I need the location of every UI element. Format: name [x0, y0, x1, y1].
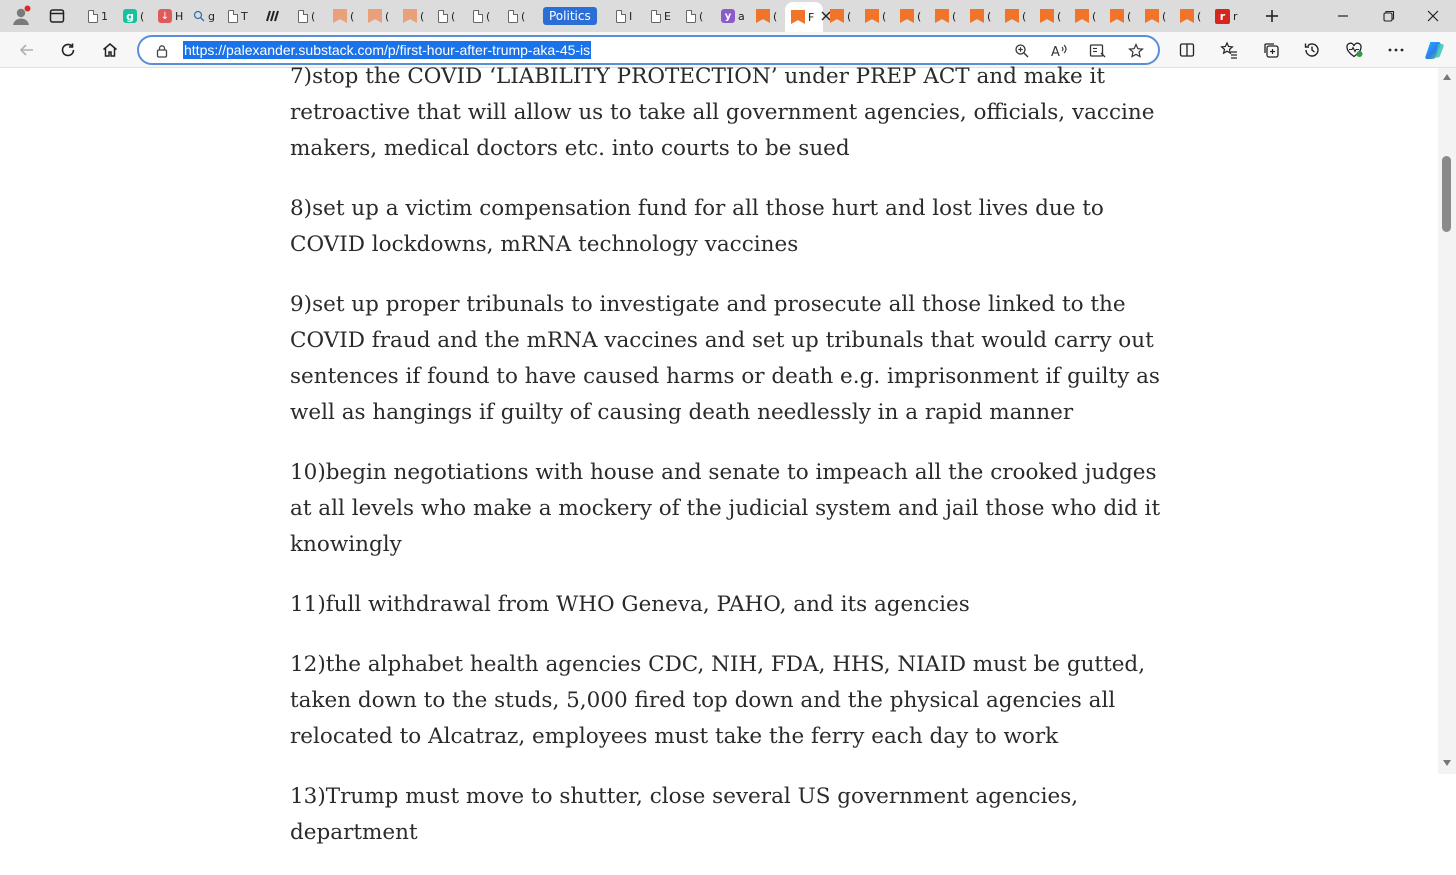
bookmark-icon	[1110, 9, 1124, 23]
tab-title: (	[521, 9, 526, 23]
tab-title: 1	[101, 9, 108, 23]
politics-tab-label: Politics	[543, 7, 597, 25]
page-content	[0, 64, 1438, 845]
document-icon	[438, 10, 448, 23]
tab-strip	[0, 0, 1456, 32]
tab[interactable]	[610, 2, 644, 30]
tab-title: (	[847, 9, 852, 23]
tab-title: (	[385, 9, 390, 23]
tab[interactable]	[292, 2, 326, 30]
document-icon	[616, 10, 626, 23]
document-icon	[686, 10, 696, 23]
tab[interactable]	[1139, 2, 1173, 30]
tab[interactable]	[82, 2, 116, 30]
tab-title: (	[1197, 9, 1202, 23]
article-paragraph: 7)stop the COVID ‘LIABILITY PROTECTION’ under PREP ACT and make it retroactive that will allow us to take all government agencies, officials, vaccine makers, medical doctors etc. into courts to be sued	[290, 64, 1155, 161]
article-paragraph: 8)set up a victim compensation fund for all those hurt and lost lives due to COVID lockdowns, mRNA technology vaccines	[290, 196, 1104, 257]
tab[interactable]	[222, 2, 256, 30]
tab[interactable]	[645, 2, 679, 30]
tab[interactable]	[397, 2, 431, 30]
tab[interactable]	[152, 2, 186, 30]
bookmark-pale-icon	[368, 9, 382, 23]
immersive-reader-icon[interactable]	[1089, 42, 1107, 60]
bookmark-icon	[935, 9, 949, 23]
tab[interactable]	[894, 2, 928, 30]
collections-icon[interactable]	[1257, 36, 1285, 64]
tab-title: (	[451, 9, 456, 23]
split-screen-icon[interactable]	[1173, 36, 1201, 64]
article-paragraph: 13)Trump must move to shutter, close several US government agencies, department	[290, 784, 1079, 845]
tab[interactable]	[432, 2, 466, 30]
tab-title: F	[808, 10, 815, 24]
article-body	[290, 59, 1170, 875]
tab[interactable]	[929, 2, 963, 30]
tab[interactable]	[327, 2, 361, 30]
tab[interactable]	[1034, 2, 1068, 30]
minimize-button[interactable]	[1320, 0, 1366, 32]
bookmark-icon	[1040, 9, 1054, 23]
tab[interactable]	[715, 2, 749, 30]
tab-title: E	[664, 9, 671, 23]
tab-title: g	[208, 9, 215, 23]
tab-title: I	[629, 9, 633, 23]
tab-title: (	[987, 9, 992, 23]
url-text[interactable]: https://palexander.substack.com/p/first-hour-after-trump-aka-45-is	[184, 42, 591, 58]
tab[interactable]	[1069, 2, 1103, 30]
article-paragraph: 11)full withdrawal from WHO Geneva, PAHO, and its agencies	[290, 592, 970, 617]
back-button[interactable]	[13, 36, 41, 64]
bookmark-icon	[1180, 9, 1194, 23]
tab-title: (	[420, 9, 425, 23]
zoom-icon[interactable]	[1013, 42, 1031, 60]
tab-title: (	[1162, 9, 1167, 23]
bookmark-pale-icon	[333, 9, 347, 23]
tab-active[interactable]	[785, 2, 823, 32]
bookmark-icon	[900, 9, 914, 23]
bookmark-icon	[865, 9, 879, 23]
profile-avatar-icon[interactable]	[8, 3, 34, 29]
restore-button[interactable]	[1366, 0, 1412, 32]
tab-title: (	[773, 9, 778, 23]
document-icon	[473, 10, 483, 23]
tab[interactable]	[1104, 2, 1138, 30]
search-icon	[193, 10, 205, 22]
tab[interactable]	[750, 2, 784, 30]
tab-title: (	[699, 9, 704, 23]
article-paragraph: 12)the alphabet health agencies CDC, NIH, FDA, HHS, NIAID must be gutted, taken down to the studs, 5,000 fired top down and the physical agencies all relocated to Alcatraz, employees must take the ferry each day to work	[290, 652, 1146, 749]
red-app-icon: ↓	[158, 9, 172, 23]
home-button[interactable]	[96, 36, 124, 64]
copilot-icon[interactable]	[1421, 36, 1449, 64]
tab-title: (	[952, 9, 957, 23]
tab-title: (	[140, 9, 145, 23]
yahoo-icon: y	[721, 9, 735, 23]
tab[interactable]	[187, 2, 221, 30]
tab[interactable]	[859, 2, 893, 30]
lock-icon[interactable]	[153, 42, 171, 60]
tab[interactable]	[1209, 2, 1243, 30]
tab[interactable]	[999, 2, 1033, 30]
tab-title: (	[1092, 9, 1097, 23]
tab[interactable]	[502, 2, 536, 30]
vertical-scrollbar[interactable]	[1438, 68, 1456, 774]
tab[interactable]	[117, 2, 151, 30]
scroll-up-arrow-icon[interactable]	[1442, 72, 1452, 82]
tab-title: r	[1233, 9, 1238, 23]
scrollbar-thumb[interactable]	[1442, 156, 1451, 232]
tab[interactable]	[467, 2, 501, 30]
favorites-icon[interactable]	[1215, 36, 1243, 64]
slashes-icon	[263, 10, 279, 22]
more-options-icon[interactable]	[1382, 36, 1410, 64]
tab[interactable]	[257, 2, 291, 30]
tab-title: (	[486, 9, 491, 23]
bookmark-icon	[830, 9, 844, 23]
bookmark-icon	[1005, 9, 1019, 23]
tab-actions-icon[interactable]	[44, 3, 70, 29]
grammarly-icon: g	[123, 9, 137, 23]
bookmark-icon	[791, 10, 805, 24]
document-icon	[88, 10, 98, 23]
read-aloud-icon[interactable]	[1051, 42, 1069, 60]
tab-title: (	[311, 9, 316, 23]
tab[interactable]	[537, 2, 609, 30]
document-icon	[651, 10, 661, 23]
tab[interactable]	[1174, 2, 1208, 30]
tab-title: a	[738, 9, 745, 23]
browser-essentials-icon[interactable]	[1340, 36, 1368, 64]
tab-title: T	[241, 9, 248, 23]
tab-title: (	[917, 9, 922, 23]
document-icon	[228, 10, 238, 23]
svg-text:A: A	[1051, 45, 1060, 60]
close-window-button[interactable]	[1410, 0, 1456, 32]
tab[interactable]	[680, 2, 714, 30]
tab-title: (	[1057, 9, 1062, 23]
document-icon	[508, 10, 518, 23]
tab-title: H	[175, 9, 184, 23]
bookmark-icon	[1075, 9, 1089, 23]
scroll-down-arrow-icon[interactable]	[1442, 758, 1452, 768]
bookmark-icon	[970, 9, 984, 23]
article-paragraph: 9)set up proper tribunals to investigate and prosecute all those linked to the COVID fraud and the mRNA vaccines and set up tribunals that would carry out sentences if found to have caused harms or death e.g. imprisonment if guilty as well as hangings if guilty of causing death needlessly in a rapid manner	[290, 292, 1160, 425]
history-icon[interactable]	[1298, 36, 1326, 64]
tab-title: (	[882, 9, 887, 23]
red-r-icon: r	[1215, 9, 1230, 24]
favorite-star-icon[interactable]	[1127, 42, 1145, 60]
tab[interactable]	[964, 2, 998, 30]
tab-title: (	[1127, 9, 1132, 23]
article-paragraph: 10)begin negotiations with house and senate to impeach all the crooked judges at all levels who make a mockery of the judicial system and jail those who did it knowingly	[290, 460, 1161, 557]
bookmark-icon	[756, 9, 770, 23]
tab-title: (	[1022, 9, 1027, 23]
tab-title: (	[350, 9, 355, 23]
document-icon	[298, 10, 308, 23]
bookmark-pale-icon	[403, 9, 417, 23]
tab[interactable]	[362, 2, 396, 30]
refresh-button[interactable]	[54, 36, 82, 64]
new-tab-button[interactable]	[1259, 3, 1285, 29]
bookmark-icon	[1145, 9, 1159, 23]
tab[interactable]	[824, 2, 858, 30]
